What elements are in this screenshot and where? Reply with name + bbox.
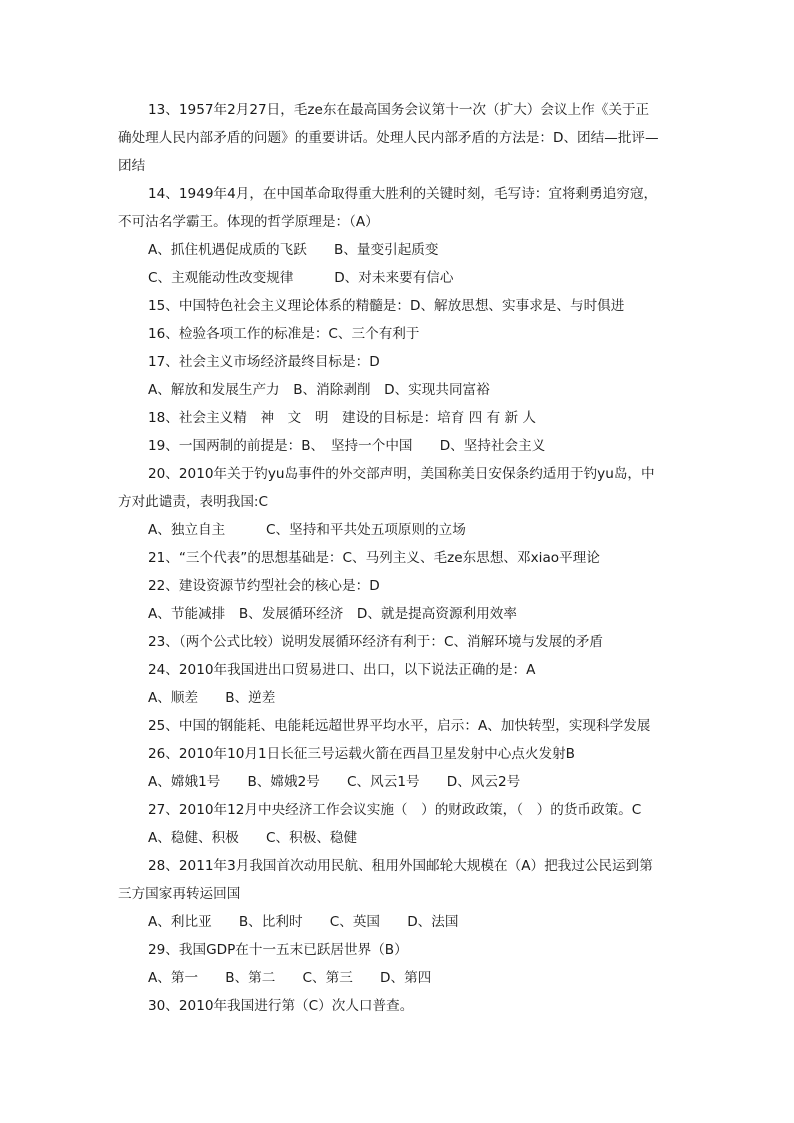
text-line: 15、中国特色社会主义理论体系的精髓是：D、解放思想、实事求是、与时俱进 bbox=[148, 298, 625, 314]
text-line: 确处理人民内部矛盾的问题》的重要讲话。处理人民内部矛盾的方法是：D、团结—批评— bbox=[118, 130, 659, 146]
text-line: 不可沽名学霸王。体现的哲学原理是：（A） bbox=[118, 214, 379, 230]
text-line: A、解放和发展生产力 B、消除剥削 D、实现共同富裕 bbox=[148, 382, 490, 398]
text-line: 17、社会主义市场经济最终目标是：D bbox=[148, 354, 380, 370]
text-line: 29、我国GDP在十一五末已跃居世界（B） bbox=[148, 942, 408, 958]
text-line: A、顺差 B、逆差 bbox=[148, 690, 276, 706]
text-line: A、节能减排 B、发展循环经济 D、就是提高资源利用效率 bbox=[148, 606, 517, 622]
text-line: C、主观能动性改变规律 D、对未来要有信心 bbox=[148, 270, 454, 286]
text-line: 22、建设资源节约型社会的核心是：D bbox=[148, 578, 380, 594]
text-line: 24、2010年我国进出口贸易进口、出口，以下说法正确的是：A bbox=[148, 662, 536, 678]
text-line: A、第一 B、第二 C、第三 D、第四 bbox=[148, 970, 432, 986]
text-line: 30、2010年我国进行第（C）次人口普查。 bbox=[148, 998, 414, 1014]
text-line: 19、一国两制的前提是：B、 坚持一个中国 D、坚持社会主义 bbox=[148, 438, 546, 454]
text-line: A、利比亚 B、比利时 C、英国 D、法国 bbox=[148, 914, 459, 930]
text-line: 21、“三个代表”的思想基础是：C、马列主义、毛ze东思想、邓xiao平理论 bbox=[148, 550, 600, 566]
text-line: 20、2010年关于钓yu岛事件的外交部声明，美国称美日安保条约适用于钓yu岛，中 bbox=[148, 466, 655, 482]
text-line: A、稳健、积极 C、积极、稳健 bbox=[148, 830, 358, 846]
text-line: 23、（两个公式比较）说明发展循环经济有利于：C、消解环境与发展的矛盾 bbox=[148, 634, 603, 650]
text-line: A、嫦娥1号 B、嫦娥2号 C、风云1号 D、风云2号 bbox=[148, 774, 521, 790]
text-line: 28、2011年3月我国首次动用民航、租用外国邮轮大规模在（A）把我过公民运到第 bbox=[148, 858, 653, 874]
text-line: 25、中国的钢能耗、电能耗远超世界平均水平，启示：A、加快转型，实现科学发展 bbox=[148, 718, 651, 734]
text-line: 三方国家再转运回国 bbox=[118, 886, 241, 902]
text-line: 团结 bbox=[118, 158, 146, 174]
text-line: A、抓住机遇促成质的飞跃 B、量变引起质变 bbox=[148, 242, 439, 258]
text-line: A、独立自主 C、坚持和平共处五项原则的立场 bbox=[148, 522, 466, 538]
question-list bbox=[118, 96, 678, 1020]
text-line: 方对此谴责，表明我国:C bbox=[118, 494, 269, 510]
text-line: 26、2010年10月1日长征三号运载火箭在西昌卫星发射中心点火发射B bbox=[148, 746, 576, 762]
text-line: 16、检验各项工作的标准是：C、三个有利于 bbox=[148, 326, 420, 342]
text-line: 14、1949年4月，在中国革命取得重大胜利的关键时刻，毛写诗：宜将剩勇追穷寇， bbox=[148, 186, 658, 202]
text-line: 13、1957年2月27日，毛ze东在最高国务会议第十一次（扩大）会议上作《关于正 bbox=[148, 102, 650, 118]
text-line: 18、社会主义精 神 文 明 建设的目标是：培育 四 有 新 人 bbox=[148, 410, 537, 426]
text-line: 27、2010年12月中央经济工作会议实施（ ）的财政政策，（ ）的货币政策。C bbox=[148, 802, 642, 818]
